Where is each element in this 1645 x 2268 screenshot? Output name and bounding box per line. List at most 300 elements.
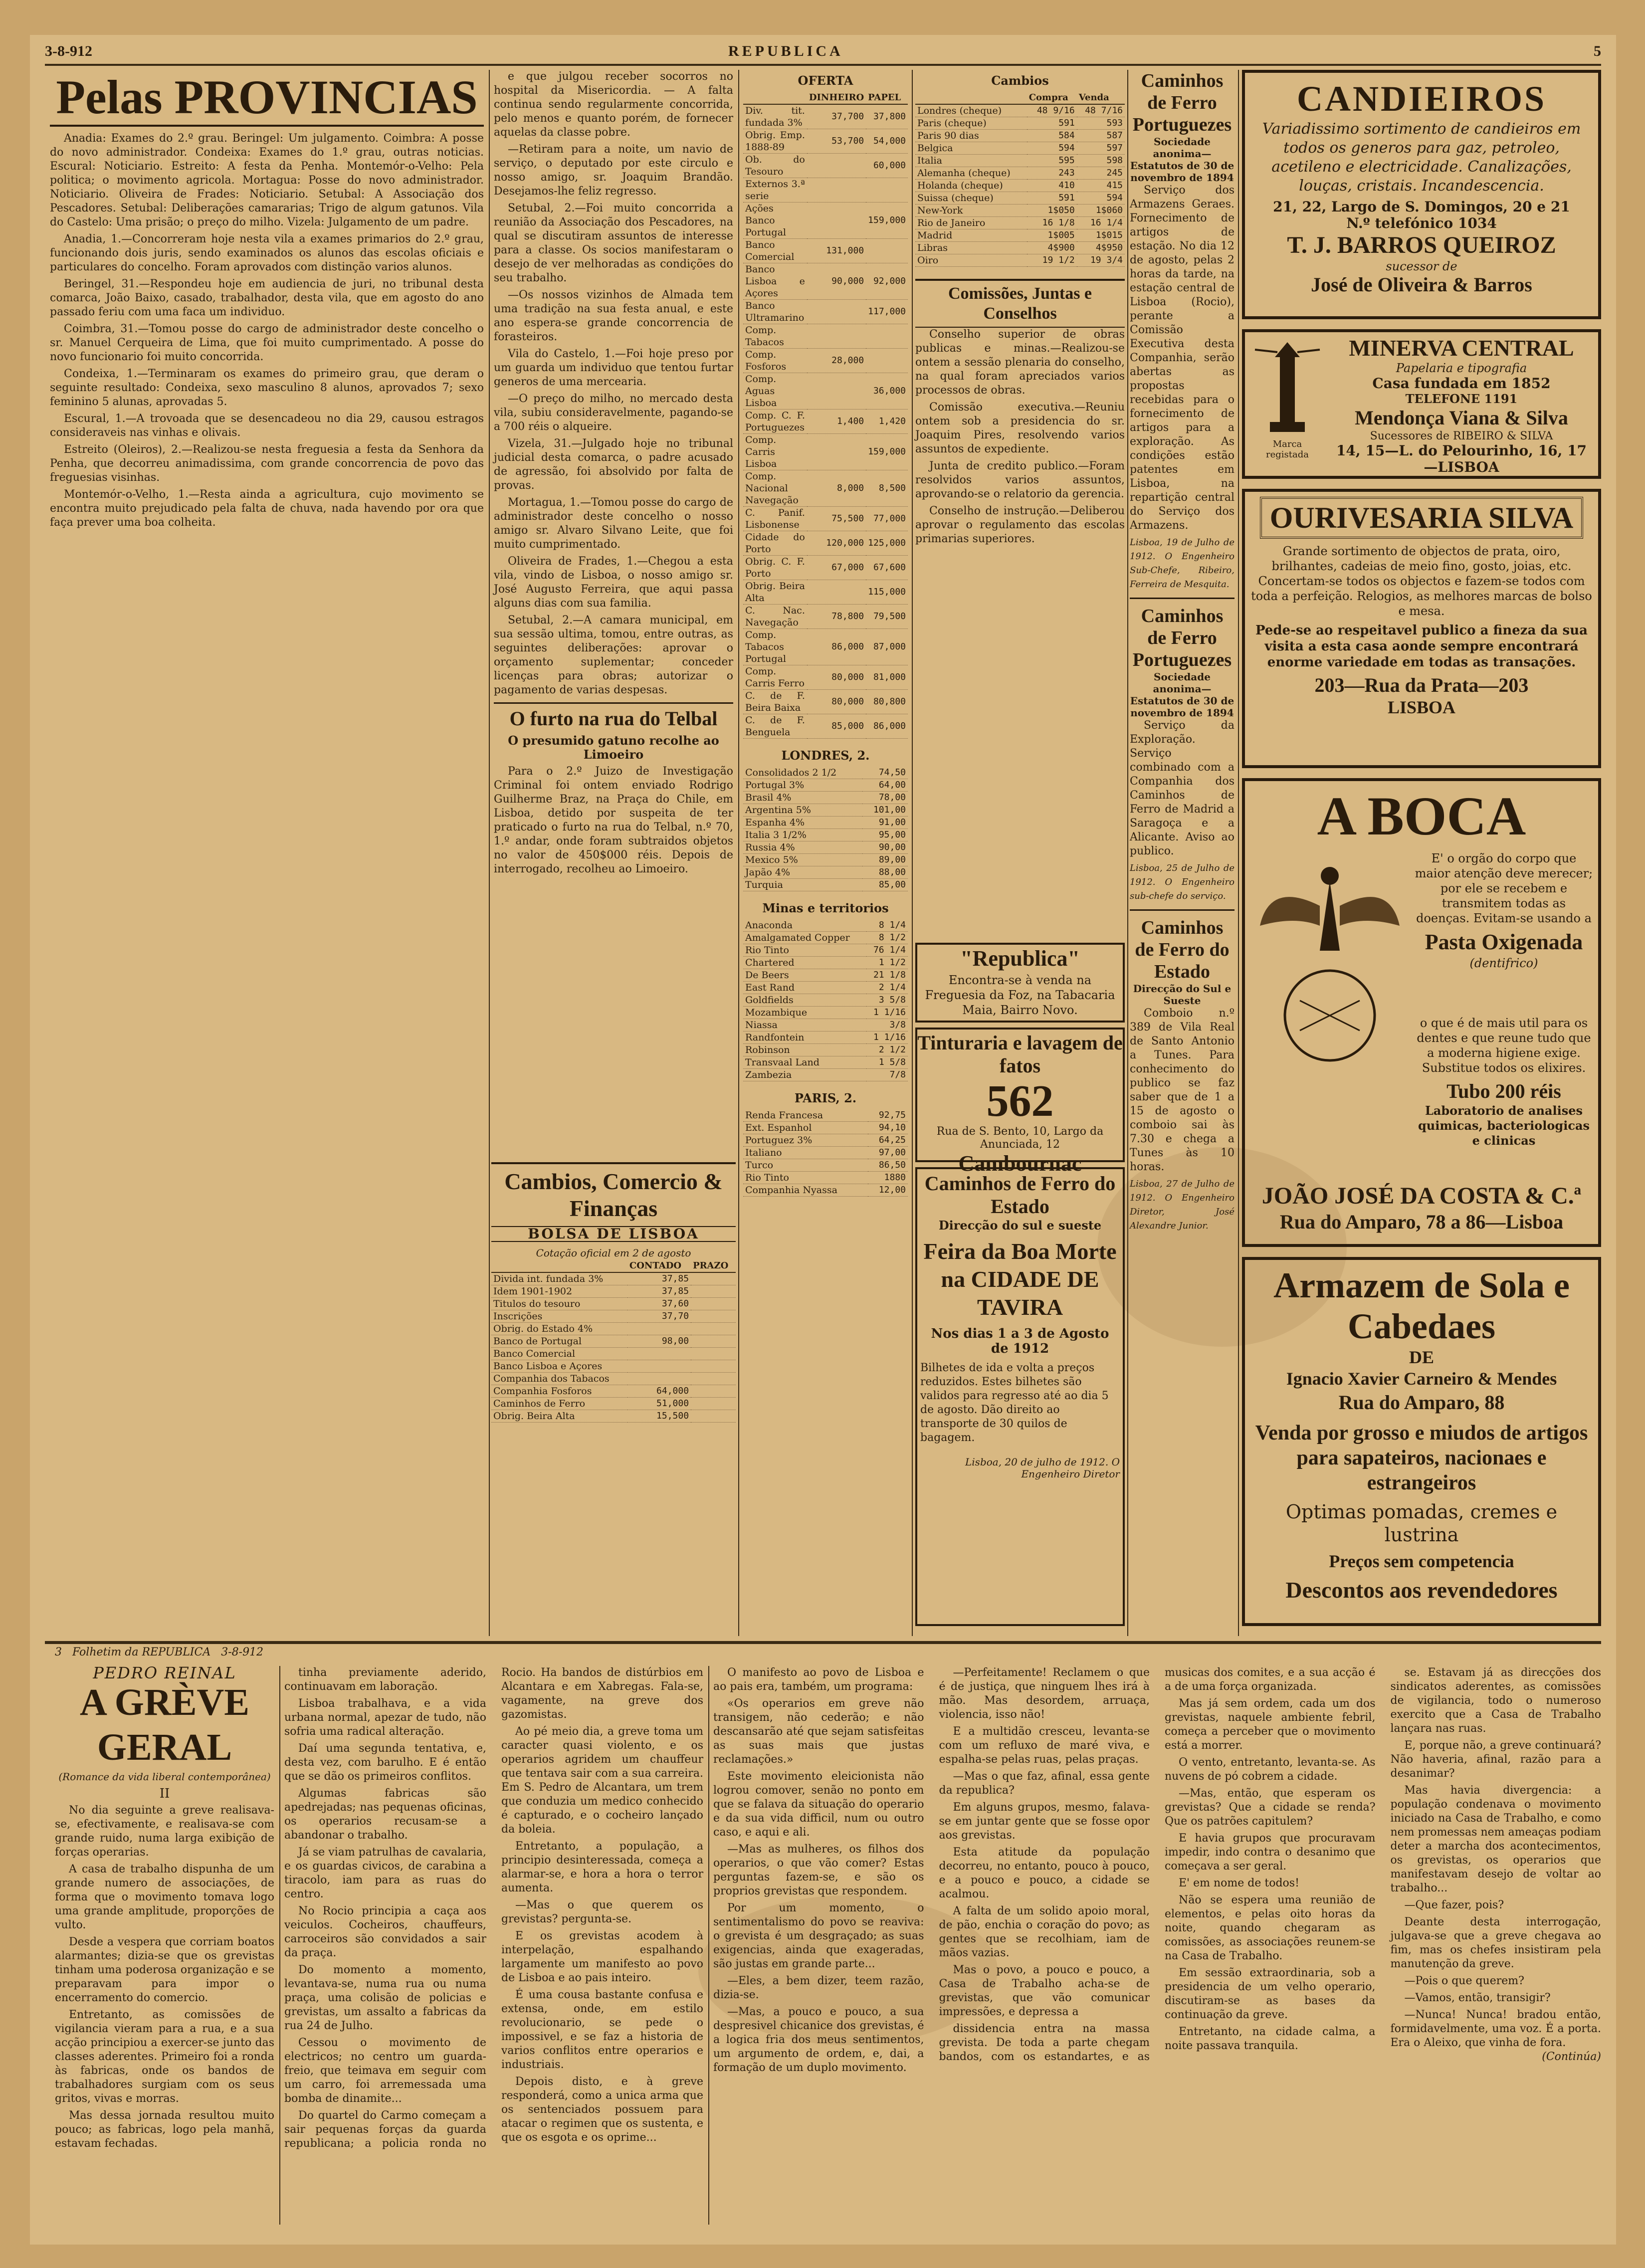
table-row: [743, 779, 908, 792]
tinturaria-number: 562: [986, 1076, 1054, 1126]
candieiros-title: CANDIEIROS: [1296, 79, 1547, 119]
table-row: [743, 767, 908, 779]
table-cell: Comp. Carris Ferro: [743, 665, 807, 690]
table-cell: 159,000: [866, 203, 908, 239]
folhetim-label: Folhetim da REPUBLICA: [72, 1646, 211, 1658]
table-row: [491, 1360, 736, 1373]
winged-figure-icon: [1250, 851, 1410, 1080]
table-cell: C. Nac. Navegação: [743, 605, 807, 629]
feira-notice: [915, 1167, 1125, 1626]
candieiros-text: Variadissimo sortimento de candieiros em todos os generos para gaz, petroleo, acetileno e electricidade. Canalizações, louças, cristais. Incandescencia.: [1262, 120, 1581, 195]
table-row: [743, 629, 908, 665]
page-header: [30, 43, 1616, 61]
table-cell: 2 1/2: [866, 1044, 908, 1056]
table-cell: Turco: [743, 1159, 868, 1172]
folhetim-paragraph: —Pois o que querem?: [1404, 1975, 1524, 1987]
boca-text2: o que é de mais util para os dentes e que reune tudo que a moderna higiene exige. Substitue todos os elixires.: [1417, 1016, 1591, 1075]
col-header: Venda: [1077, 92, 1125, 104]
table-cell: 64,000: [627, 1385, 691, 1398]
header-rule: [45, 64, 1601, 66]
provincias-paragraph: Coimbra, 31.—Tomou posse do cargo de administrador deste concelho o sr. Manuel Cerqueira de Lima, que foi muito cumprimentado. A posse do novo funcionario foi muito concorrida.: [50, 323, 484, 363]
table-row: [743, 690, 908, 714]
table-cell: Banco de Portugal: [491, 1335, 627, 1348]
table-cell: Amalgamated Copper: [743, 932, 866, 944]
boca-company: JOÃO JOSÉ DA COSTA & C.ª: [1261, 1183, 1582, 1209]
folhetim-paragraph: —Nunca! Nunca! bradou então, formidavelmente, uma voz. É a porta. Era o Aleixo, que vinha de fora.: [1390, 2009, 1601, 2049]
table-cell: Rio Tinto: [743, 1172, 868, 1184]
table-cell: 80,000: [807, 690, 866, 714]
news-paragraph: —O preço do milho, no mercado desta vila, subiu consideravelmente, pagando-se a 700 réis o alqueire.: [494, 393, 733, 433]
cotacao-note: Cotação oficial em 2 de agosto: [536, 1247, 691, 1259]
table-row: [743, 665, 908, 690]
table-cell: Comp. C. F. Portuguezes: [743, 410, 807, 434]
comissoes-paragraph: Conselho de instrução.—Deliberou aprovar o regulamento das escolas primarias superiores.: [915, 505, 1125, 545]
table-cell: [627, 1348, 691, 1360]
table-cell: Oiro: [915, 254, 1027, 267]
table-cell: Obrig. do Estado 4%: [491, 1323, 627, 1335]
caminhos2-title: Caminhos de Ferro Portuguezes: [1132, 606, 1232, 670]
table-cell: 594: [1077, 192, 1125, 205]
folhetim-paragraph: Do quartel do Carmo começam a sair pequenas forças da guarda republicana; a policia ronda no Rocio. Ha bandos de distúrbios em Alcantara e em Xabregas. Fala-se, vagamente, na greve dos gazomistas.: [284, 1666, 703, 2150]
table-row: [743, 1056, 908, 1069]
table-cell: 97,00: [868, 1147, 908, 1159]
table-cell: [627, 1373, 691, 1385]
column-rule: [489, 70, 490, 1636]
folhetim-paragraph: Não se espera uma reunião de elementos, e pelas oito horas da noite, quando chegaram as comissões, as associações reunem-se na Casa de Trabalho.: [1165, 1894, 1376, 1962]
feira-rail-title: Caminhos de Ferro do Estado: [924, 1172, 1116, 1218]
table-cell: Londres (cheque): [915, 104, 1027, 117]
candieiros-address: 21, 22, Largo de S. Domingos, 20 e 21: [1273, 199, 1570, 215]
table-row: [491, 1272, 736, 1285]
table-row: [743, 1031, 908, 1044]
table-cell: Rio de Janeiro: [915, 217, 1027, 229]
table-cell: 94,10: [868, 1122, 908, 1134]
folhetim-paragraph: Depois disto, e à greve responderá, como a unica arma que os sentenciados possuem para atacar o regimen que os sustenta, e que os esgota e os oprime...: [501, 2075, 703, 2144]
table-row: [743, 1122, 908, 1134]
table-cell: 1$060: [1077, 205, 1125, 217]
table-row: [915, 205, 1125, 217]
table-cell: 15,500: [627, 1410, 691, 1423]
provincias-paragraph: Estreito (Oleiros), 2.—Realizou-se nesta freguesia a festa da Senhora da Penha, que decorreu animadissima, com grande concorrencia de povo das freguesias visinhas.: [50, 443, 484, 484]
table-cell: Companhia dos Tabacos: [491, 1373, 627, 1385]
folhetim-sub: (Romance da vida liberal contemporânea): [58, 1771, 271, 1783]
table-row: [743, 982, 908, 994]
table-cell: [627, 1323, 691, 1335]
table-cell: 51,000: [627, 1398, 691, 1410]
table-cell: 4$900: [1027, 242, 1077, 254]
republica-ad-text: Encontra-se à venda na Freguesia da Foz, na Tabacaria Maia, Bairro Novo.: [925, 973, 1115, 1017]
table-cell: Italia: [915, 155, 1027, 167]
table-cell: 598: [1077, 155, 1125, 167]
folhetim-paragraph: «Os operarios em greve não transigem, não cederão; e não descansarão até que sejam satisfeitas as suas mais que justas reclamações.»: [713, 1697, 924, 1766]
table-row: [491, 1410, 736, 1423]
table-cell: Argentina 5%: [743, 804, 862, 817]
news-paragraph: —Retiram para a noite, um navio de serviço, o deputado por este circulo e nosso amigo, sr. Joaquim Brandão. Desejamos-lhe feliz regresso.: [494, 143, 733, 198]
folhetim-col-3: [713, 1666, 1601, 2225]
table-cell: Holanda (cheque): [915, 180, 1027, 192]
table-row: [491, 1285, 736, 1298]
folhetim-paragraph: Em alguns grupos, mesmo, falava-se em juntar gente que se fosse opor aos grevistas.: [939, 1801, 1150, 1842]
table-cell: 16 1/8: [1027, 217, 1077, 229]
table-row: [743, 804, 908, 817]
col-header: Compra: [1027, 92, 1077, 104]
londres-title: LONDRES, 2.: [781, 748, 870, 763]
table-row: [491, 1398, 736, 1410]
header-date: 3-8-912: [45, 43, 92, 59]
table-cell: Portugal 3%: [743, 779, 862, 792]
folhetim-paragraph: Entretanto, na cidade calma, a noite passava tranquila.: [1165, 2026, 1376, 2052]
table-cell: Banco Lisboa e Açores: [743, 263, 807, 300]
table-cell: Comp. Aguas Lisboa: [743, 373, 807, 410]
table-cell: [866, 324, 908, 349]
folhetim-paragraph: Mas dessa jornada resultou muito pouco; as fabricas, logo pela manhã, estavam fechadas.: [55, 2109, 274, 2150]
table-cell: [807, 154, 866, 178]
folhetim-chapter: II: [159, 1786, 170, 1801]
table-cell: Suissa (cheque): [915, 192, 1027, 205]
table-cell: Obrig. Beira Alta: [743, 580, 807, 605]
table-row: [743, 1069, 908, 1081]
masthead: REPUBLICA: [728, 43, 843, 59]
boca-illustration: [1250, 851, 1410, 1080]
table-row: [915, 130, 1125, 142]
folhetim-paragraph: Lisboa trabalhava, e a vida urbana normal, apezar de tudo, não sofria uma radical alteração.: [284, 1697, 486, 1738]
folhetim-paragraph: Cessou o movimento de electricos; no centro um guarda-freio, que teimava em seguir com um carro, foi arremessada uma bomba de dinamite...: [284, 2037, 486, 2105]
folhetim-paragraph: Este movimento eleicionista não logrou comover, senão no ponto em que se falava da situação do operario e da sua vida difficil, num ou outro caso, e aqui e ali.: [713, 1770, 924, 1839]
table-cell: 90,000: [807, 263, 866, 300]
table-row: [743, 324, 908, 349]
table-cell: 92,000: [866, 263, 908, 300]
folhetim-page: 3: [55, 1646, 62, 1658]
comissoes-body: [915, 328, 1125, 546]
table-cell: C. Panif. Lisbonense: [743, 507, 807, 531]
table-row: [915, 117, 1125, 130]
table-cell: 1 5/8: [866, 1056, 908, 1069]
feira-text: Bilhetes de ida e volta a preços reduzidos. Estes bilhetes são validos para regresso até ao dia 5 de agosto. Dão direito ao transporte de 30 quilos de bagagem.: [920, 1362, 1109, 1444]
armazem-line1: Venda por grosso e miudos de artigos para sapateiros, nacionaes e estrangeiros: [1255, 1422, 1588, 1494]
table-cell: 591: [1027, 192, 1077, 205]
table-cell: 37,800: [866, 104, 908, 129]
comissoes-paragraph: Junta de credito publico.—Foram resolvidos varios assuntos, aprovando-se o relatorio da gerencia.: [915, 460, 1125, 500]
table-cell: [691, 1272, 736, 1285]
folhetim-paragraph: E' em nome de todos!: [1179, 1877, 1299, 1889]
folhetim-header: [55, 1646, 304, 1661]
folhetim-paragraph: —Mas, então, que esperam os grevistas? Que a cidade se renda? Que os patrões capitulem?: [1165, 1787, 1376, 1828]
table-row: [743, 349, 908, 373]
table-cell: 4$950: [1077, 242, 1125, 254]
provincias-title: Pelas PROVINCIAS: [50, 70, 484, 127]
column-rule: [708, 1666, 709, 2225]
table-cell: Zambezia: [743, 1069, 866, 1081]
republica-ad-title: "Republica": [960, 946, 1080, 971]
table-cell: 245: [1077, 167, 1125, 180]
table-cell: Mexico 5%: [743, 854, 862, 866]
table-cell: 125,000: [866, 531, 908, 556]
table-cell: 7/8: [866, 1069, 908, 1081]
folhetim-paragraph: O manifesto ao povo de Lisboa e ao pais era, também, um programa:: [713, 1666, 924, 1693]
table-cell: Chartered: [743, 957, 866, 969]
folhetim-paragraph: Por um momento, o sentimentalismo do povo se reaviva: o grevista é um desgraçado; as suas exigencias, ainda que exageradas, são justas em grande parte...: [713, 1902, 924, 1970]
col-header: CONTADO: [627, 1260, 691, 1272]
caminhos2-sign: Lisboa, 25 de Julho de 1912. O Engenheiro sub-chefe do serviço.: [1130, 863, 1234, 901]
table-row: [491, 1385, 736, 1398]
feira-rail-sub: Direcção do sul e sueste: [938, 1218, 1102, 1233]
comissoes-title: Comissões, Juntas e Conselhos: [915, 279, 1125, 328]
caminhos2-sub: Sociedade anonima—Estatutos de 30 de novembro de 1894: [1130, 671, 1234, 719]
provincias-paragraph: Anadia: Exames do 2.º grau. Beringel: Um julgamento. Coimbra: A posse do novo administrador. Condeixa: Exames do 1.º grau, outras noticias. Escural: Noticiario. Estreito: A festa da Penha. Montemór-o-Velho: Pela politica; o movimento agricola. Mortagua: Posse do novo administrador. Noticiario. Oliveira de Frades: Noticiario. Setubal: A Associação dos Pescadores. Setubal: Deliberações camararias; Trigo de algum gatunos. Vila do Castelo: Uma prisão; o preço do milho. Vizela: Julgamento de um padre.: [50, 132, 484, 228]
telbal-subtitle: O presumido gatuno recolhe ao Limoeiro: [508, 733, 719, 762]
table-cell: Companhia Nyassa: [743, 1184, 868, 1197]
table-cell: [691, 1385, 736, 1398]
lighthouse-icon: [1250, 337, 1325, 437]
folhetim-paragraph: Em sessão extraordinaria, sob a presidencia de um velho operario, discutiram-se as bases da continuação da greve.: [1165, 1967, 1376, 2021]
boca-sub: (dentifrico): [1469, 956, 1538, 970]
table-cell: [807, 324, 866, 349]
table-cell: Comp. Nacional Navegação: [743, 470, 807, 507]
table-cell: 595: [1027, 155, 1077, 167]
table-cell: 593: [1077, 117, 1125, 130]
folhetim-paragraph: E a multidão cresceu, levanta-se com um refluxo de maré viva, e espalha-se pelas ruas, pelas praças.: [939, 1725, 1150, 1766]
news-paragraph: Vizela, 31.—Julgado hoje no tribunal judicial desta comarca, o padre acusado de agressão, foi absolvido por falta de provas.: [494, 437, 733, 492]
table-cell: Renda Francesa: [743, 1109, 868, 1122]
londres-table: [743, 767, 908, 891]
news-paragraph: Vila do Castelo, 1.—Foi hoje preso por um guarda um individuo que tentou furtar generos de uma mercearia.: [494, 348, 733, 388]
feira-dates: Nos dias 1 a 3 de Agosto de 1912: [931, 1326, 1109, 1356]
table-cell: Ações Banco Portugal: [743, 203, 807, 239]
table-cell: [691, 1398, 736, 1410]
table-row: [743, 1134, 908, 1147]
folhetim-paragraph: Desde a vespera que corriam boatos alarmantes; dizia-se que os grevistas tinham uma poderosa organização e se preparavam para impor o encerramento do comercio.: [55, 1936, 274, 2004]
table-cell: Portuguez 3%: [743, 1134, 868, 1147]
folhetim-cont: (Continúa): [1542, 2051, 1601, 2063]
paris-title: PARIS, 2.: [794, 1091, 857, 1105]
armazem-title: Armazem de Sola e Cabedaes: [1273, 1265, 1570, 1346]
oferta-title: OFERTA: [798, 73, 853, 88]
table-cell: Ext. Espanhol: [743, 1122, 868, 1134]
table-cell: Madrid: [915, 229, 1027, 242]
table-row: [491, 1348, 736, 1360]
caminhos3-text: Comboio n.º 389 de Vila Real de Santo Antonio a Tunes. Para conhecimento do publico se faz saber que de 1 a 15 de agosto o comboio sai às 7.30 e chega a Tunes às 10 horas.: [1130, 1007, 1234, 1173]
armazem-line4: Descontos aos revendedores: [1285, 1577, 1558, 1603]
boca-product: Pasta Oxigenada: [1425, 930, 1583, 954]
table-cell: 37,70: [627, 1310, 691, 1323]
folhetim-paragraph: Do momento a momento, levantava-se, numa rua ou numa praça, uma colisão de policias e grevistas, um assalto a fabricas da rua 24 de Julho.: [284, 1964, 486, 2032]
folhetim-paragraph: —Mas, a pouco e pouco, a sua despresivel chicanice dos grevistas, é a logica fria dos meus sentimentos, um argumento de ordem, e, dai, a formação de um duplo movimento.: [713, 2006, 924, 2074]
table-cell: Robinson: [743, 1044, 866, 1056]
col-header: DINHEIRO: [807, 92, 866, 104]
table-row: [743, 239, 908, 263]
table-row: [743, 556, 908, 580]
table-cell: 89,00: [862, 854, 908, 866]
republica-ad: [915, 943, 1125, 1023]
table-cell: 86,000: [807, 629, 866, 665]
table-cell: 85,00: [862, 879, 908, 891]
table-cell: 159,000: [866, 434, 908, 470]
table-row: [743, 841, 908, 854]
table-row: [743, 104, 908, 129]
folhetim-body-2: [284, 1666, 703, 2151]
table-row: [743, 300, 908, 324]
table-cell: Cidade do Porto: [743, 531, 807, 556]
table-cell: [807, 434, 866, 470]
folhetim-paragraph: O vento, entretanto, levanta-se. As nuvens de pó cobrem a cidade.: [1165, 1756, 1376, 1783]
caminhos1-title: Caminhos de Ferro Portuguezes: [1132, 70, 1232, 135]
boca-title: A BOCA: [1317, 786, 1526, 846]
minerva-owners: Mendonça Viana & Silva: [1355, 407, 1568, 429]
table-cell: 19 1/2: [1027, 254, 1077, 267]
table-cell: Div. tit. fundada 3%: [743, 104, 807, 129]
table-cell: 21 1/8: [866, 969, 908, 982]
table-cell: 1,400: [807, 410, 866, 434]
boca-price: Tubo 200 réis: [1446, 1080, 1561, 1102]
table-cell: 36,000: [866, 373, 908, 410]
table-cell: Obrig. C. F. Porto: [743, 556, 807, 580]
table-cell: 67,000: [807, 556, 866, 580]
table-cell: 37,700: [807, 104, 866, 129]
table-cell: 80,000: [807, 665, 866, 690]
column-rule: [1238, 70, 1239, 1636]
table-row: [491, 1298, 736, 1310]
table-cell: 16 1/4: [1077, 217, 1125, 229]
table-row: [915, 229, 1125, 242]
folhetim-paragraph: No Rocio principia a caça aos veiculos. Cocheiros, chauffeurs, carroceiros são convidados a sair da praça.: [284, 1905, 486, 1959]
telbal-article: [494, 702, 733, 876]
provincias-paragraph: Montemór-o-Velho, 1.—Resta ainda a agricultura, cujo movimento se encontra muito prejudicado pela falta de chuva, nada havendo por ora que faça prever uma boa colheita.: [50, 488, 484, 529]
folhetim-paragraph: E os grevistas acodem à interpelação, espalhando largamente um manifesto ao povo de Lisboa e ao pais inteiro.: [501, 1930, 703, 1984]
table-cell: Companhia Fosforos: [491, 1385, 627, 1398]
table-cell: 28,000: [807, 349, 866, 373]
minerva-phone: TELEFONE 1191: [1405, 392, 1518, 406]
table-cell: 410: [1027, 180, 1077, 192]
provincias-paragraph: Condeixa, 1.—Terminaram os exames do primeiro grau, que deram o seguinte resultado: Condeixa, sexo masculino 8 alunos, aprovados 7; sexo feminino 5 alunas, aprovadas 5.: [50, 368, 484, 408]
caminhos3-title: Caminhos de Ferro do Estado: [1135, 917, 1230, 982]
boca-lab: Laboratorio de analises quimicas, bacteriologicas e clinicas: [1418, 1103, 1590, 1148]
table-cell: 2 1/4: [866, 982, 908, 994]
table-cell: 1880: [868, 1172, 908, 1184]
folhetim-paragraph: Daí uma segunda tentativa, e, desta vez, com barulho. E é então que se dão os primeiros conflitos.: [284, 1742, 486, 1783]
news-paragraph: e que julgou receber socorros no hospital da Misericordia. — A falta continua sendo regularmente concorrida, pelo menos e quanto porém, de fornecer aquelas da classe pobre.: [494, 70, 733, 139]
table-cell: Mozambique: [743, 1007, 866, 1019]
folhetim-paragraph: A casa de trabalho dispunha de um grande numero de associações, de forma que o movimento tomava logo uma grande amplitude, proporções de vulto.: [55, 1863, 274, 1931]
table-cell: 75,500: [807, 507, 866, 531]
folhetim-paragraph: —Que fazer, pois?: [1404, 1899, 1504, 1911]
table-cell: 37,85: [627, 1285, 691, 1298]
table-row: [743, 507, 908, 531]
table-cell: 594: [1027, 142, 1077, 155]
oferta-table: [743, 92, 908, 739]
table-row: [915, 180, 1125, 192]
table-cell: 86,50: [868, 1159, 908, 1172]
ourivesaria-address: 203—Rua da Prata—203: [1314, 674, 1529, 696]
col-header: [743, 92, 807, 104]
column-rule: [1127, 70, 1128, 1636]
table-cell: 8,500: [866, 470, 908, 507]
table-cell: 597: [1077, 142, 1125, 155]
table-row: [743, 531, 908, 556]
table-cell: 1$015: [1077, 229, 1125, 242]
table-row: [743, 410, 908, 434]
table-cell: 243: [1027, 167, 1077, 180]
folhetim-paragraph: tinha previamente aderido, continuavam em laboração.: [284, 1666, 486, 1693]
armazem-ad: [1242, 1257, 1601, 1626]
table-cell: Banco Ultramarino: [743, 300, 807, 324]
table-row: [743, 1184, 908, 1197]
table-cell: 48 7/16: [1077, 104, 1125, 117]
folhetim-paragraph: —Perfeitamente! Reclamem o que é de justiça, que ninguem lhes irá à mão. Mas desordem, arruaça, violencia, isso não!: [939, 1666, 1150, 1721]
table-row: [743, 944, 908, 957]
folhetim-paragraph: É uma cousa bastante confusa e extensa, onde, em estilo revolucionario, se pede o impossivel, e se faz a historia de varios conflitos entre operarios e industriais.: [501, 1989, 703, 2071]
table-cell: 37,60: [627, 1298, 691, 1310]
folhetim-paragraph: A falta de um solido apoio moral, de pão, enchia o coração do povo; as gentes que se recolhiam, iam de mãos vazias.: [939, 1905, 1150, 1959]
caminhos2-text: Serviço da Exploração. Serviço combinado com a Companhia dos Caminhos de Ferro de Madrid a Saragoça e a Alicante. Aviso ao publico.: [1130, 719, 1234, 857]
col-header: [915, 92, 1027, 104]
folhetim-paragraph: Entretanto, as comissões de vigilancia vieram para a rua, e a sua acção principiou a exercer-se junto das classes aderentes. Primeiro foi a ronda às fabricas, onde os bandos de trabalhadores surgiam com os seus gritos, vivas e morras.: [55, 2009, 274, 2105]
table-cell: Comp. Carris Lisboa: [743, 434, 807, 470]
table-cell: 1,420: [866, 410, 908, 434]
minerva-founded: Casa fundada em 1852: [1372, 375, 1551, 392]
table-cell: 77,000: [866, 507, 908, 531]
table-row: [915, 192, 1125, 205]
paris-table: [743, 1109, 908, 1197]
table-cell: 19 3/4: [1077, 254, 1125, 267]
news-paragraph: Setubal, 2.—Foi muito concorrida a reunião da Associação dos Pescadores, na qual se discutiram assuntos de interesse para a classe. Os socios manifestaram o desejo de ver melhoradas as condições do seu trabalho.: [494, 202, 733, 284]
folhetim-paragraph: Mas o povo, a pouco e pouco, a Casa de Trabalho acha-se de grevistas, que vão comunicar impressões, e depressa a: [939, 1964, 1150, 2018]
table-cell: 74,50: [862, 767, 908, 779]
feira-event: Feira da Boa Morte na CIDADE DE TAVIRA: [923, 1238, 1117, 1320]
provincias-paragraph: Escural, 1.—A trovoada que se desencadeou no dia 29, causou estragos consideraveis nas vinhas e olivais.: [50, 412, 484, 439]
provincias-body: [50, 132, 484, 530]
table-cell: Comp. Tabacos: [743, 324, 807, 349]
folhetim-paragraph: Já se viam patrulhas de cavalaria, e os guardas civicos, de carabina a tiracolo, iam para as ruas do centro.: [284, 1846, 486, 1900]
candieiros-owner: T. J. BARROS QUEIROZ: [1287, 232, 1556, 258]
table-cell: 101,00: [862, 804, 908, 817]
table-cell: 584: [1027, 130, 1077, 142]
table-row: [743, 1172, 908, 1184]
table-row: [743, 879, 908, 891]
comissoes-paragraph: Comissão executiva.—Reuniu ontem sob a presidencia do sr. Joaquim Pires, resolvendo varios assuntos de expediente.: [915, 401, 1125, 455]
table-cell: C. de F. Beira Baixa: [743, 690, 807, 714]
table-cell: 81,000: [866, 665, 908, 690]
table-cell: Inscrições: [491, 1310, 627, 1323]
candieiros-firm: José de Oliveira & Barros: [1311, 273, 1532, 296]
table-row: [743, 154, 908, 178]
folhetim-paragraph: E havia grupos que procuravam impedir, indo contra o desanimo que começava a ser geral.: [1165, 1832, 1376, 1872]
folhetim-author: PEDRO REINAL: [93, 1663, 236, 1682]
table-row: [743, 580, 908, 605]
boca-ad: [1242, 778, 1601, 1247]
table-row: [743, 1007, 908, 1019]
table-cell: [807, 178, 866, 203]
tinturaria-ad: [915, 1028, 1125, 1176]
table-cell: 64,00: [862, 779, 908, 792]
minas-title: Minas e territorios: [762, 901, 889, 915]
table-cell: Transvaal Land: [743, 1056, 866, 1069]
bolsa-title: BOLSA DE LISBOA: [491, 1226, 736, 1242]
folhetim-paragraph: —Mas as mulheres, os filhos dos operarios, o que vão comer? Estas perguntas fazem-se, e são os proprios grevistas que respondem.: [713, 1843, 924, 1897]
table-cell: De Beers: [743, 969, 866, 982]
column-rule: [738, 70, 739, 1636]
table-cell: [691, 1348, 736, 1360]
table-cell: Goldfields: [743, 994, 866, 1007]
table-row: [743, 470, 908, 507]
folhetim-paragraph: —Mas o que faz, afinal, essa gente da republica?: [939, 1770, 1150, 1797]
minerva-title: MINERVA CENTRAL: [1349, 335, 1574, 361]
folhetim-paragraph: E, porque não, a greve continuará? Não haveria, afinal, razão para a desanimar?: [1390, 1739, 1601, 1780]
ourivesaria-text: Grande sortimento de objectos de prata, oiro, brilhantes, cadeias de meio fino, gosto, joias, etc. Concertam-se todos os objectos e fazem-se todos com toda a perfeição. Relogios, as melhores marcas de bolso e mesa.: [1251, 544, 1592, 618]
table-cell: Idem 1901-1902: [491, 1285, 627, 1298]
table-cell: [691, 1373, 736, 1385]
table-cell: 76 1/4: [866, 944, 908, 957]
table-row: [743, 178, 908, 203]
